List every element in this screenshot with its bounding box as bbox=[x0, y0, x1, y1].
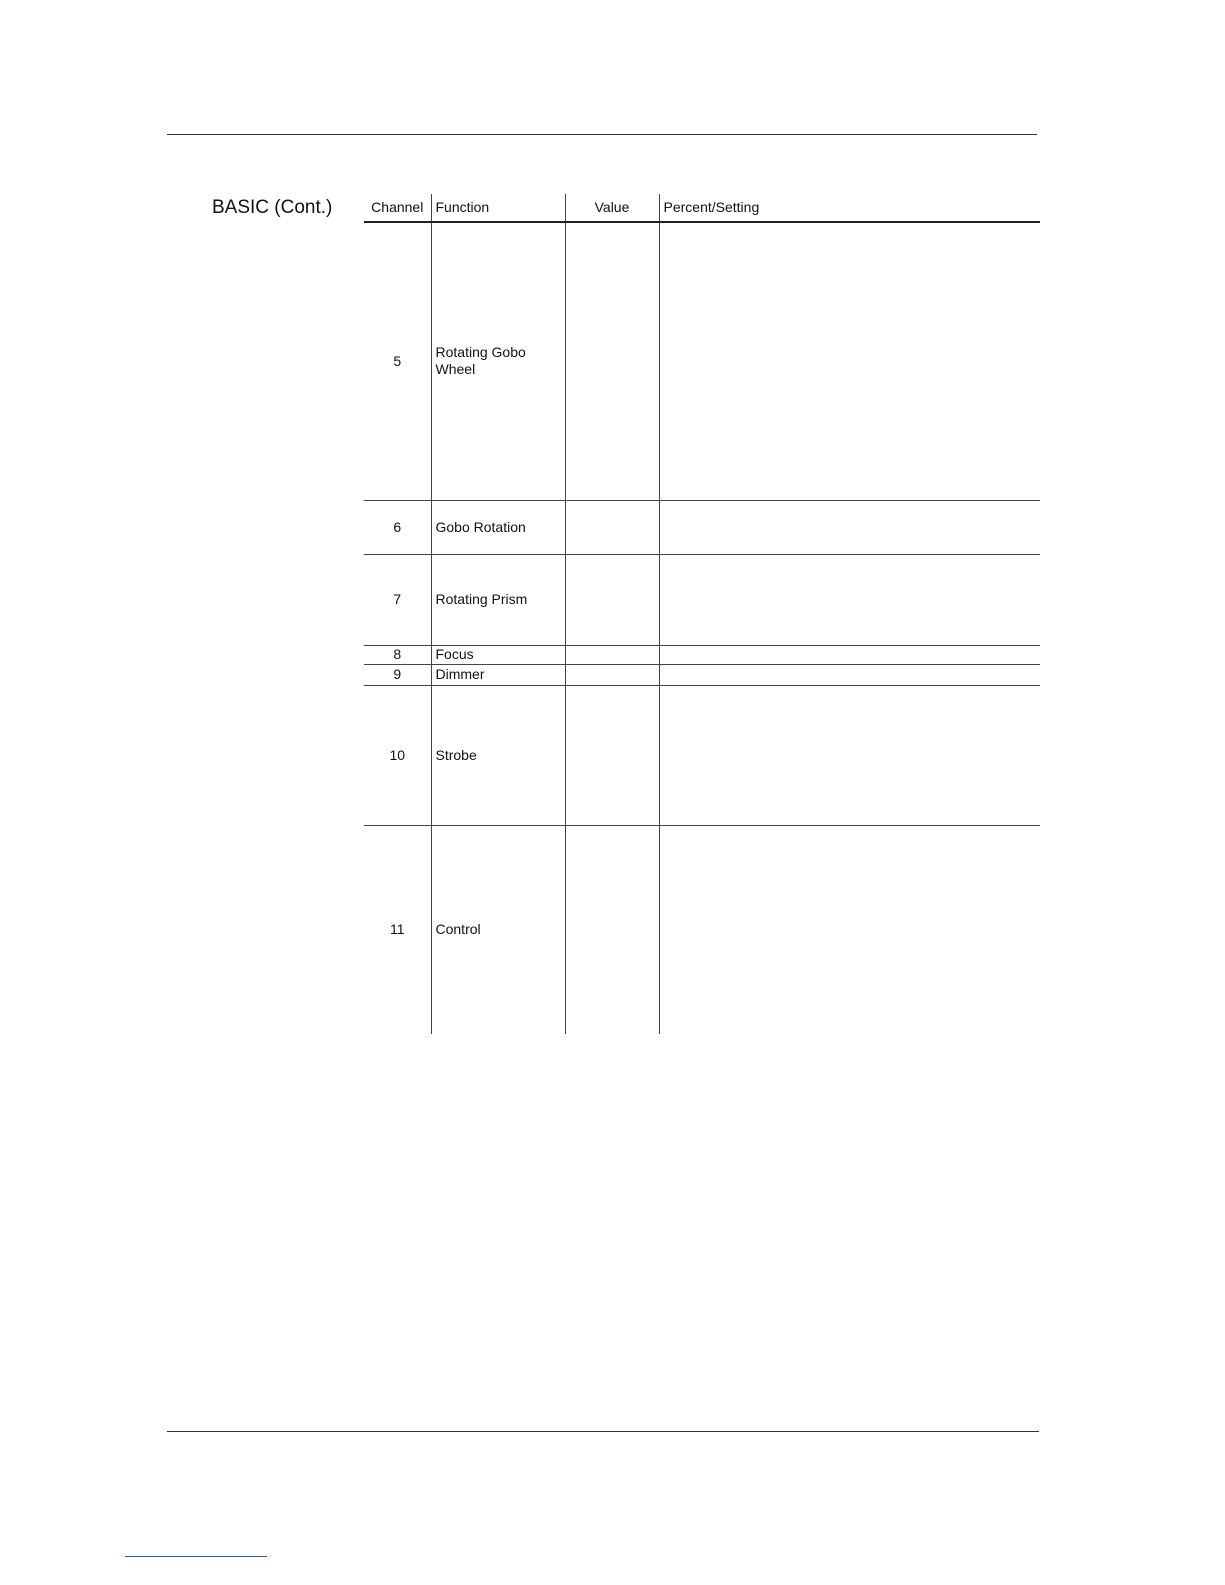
function-cell: Rotating Prism bbox=[431, 554, 565, 645]
header-percent-setting: Percent/Setting bbox=[659, 194, 1040, 222]
value-cell bbox=[565, 825, 659, 1034]
percent-setting-cell bbox=[659, 645, 1040, 664]
percent-setting-cell bbox=[659, 554, 1040, 645]
table-header-row bbox=[364, 194, 1040, 222]
footer-link-underline[interactable] bbox=[125, 1556, 267, 1557]
function-cell: Control bbox=[431, 825, 565, 1034]
value-cell bbox=[565, 664, 659, 685]
table-row bbox=[364, 222, 1040, 500]
table-row bbox=[364, 664, 1040, 685]
percent-setting-cell bbox=[659, 500, 1040, 554]
percent-setting-cell bbox=[659, 825, 1040, 1034]
channel-cell: 7 bbox=[364, 554, 431, 645]
footer-rule bbox=[167, 1431, 1039, 1432]
function-cell: Focus bbox=[431, 645, 565, 664]
header-rule bbox=[167, 134, 1037, 135]
percent-setting-cell bbox=[659, 664, 1040, 685]
channel-cell: 9 bbox=[364, 664, 431, 685]
value-cell bbox=[565, 685, 659, 825]
table-row bbox=[364, 825, 1040, 1034]
section-title: BASIC (Cont.) bbox=[212, 197, 333, 218]
header-channel: Channel bbox=[364, 194, 431, 222]
channel-cell: 6 bbox=[364, 500, 431, 554]
channel-cell: 10 bbox=[364, 685, 431, 825]
value-cell bbox=[565, 554, 659, 645]
function-cell: Dimmer bbox=[431, 664, 565, 685]
value-cell bbox=[565, 645, 659, 664]
header-function: Function bbox=[431, 194, 565, 222]
table-row bbox=[364, 645, 1040, 664]
percent-setting-cell bbox=[659, 685, 1040, 825]
table-row bbox=[364, 554, 1040, 645]
value-cell bbox=[565, 222, 659, 500]
table-row bbox=[364, 685, 1040, 825]
header-value: Value bbox=[565, 194, 659, 222]
channel-cell: 8 bbox=[364, 645, 431, 664]
value-cell bbox=[565, 500, 659, 554]
table-row bbox=[364, 500, 1040, 554]
channel-cell: 11 bbox=[389, 921, 405, 938]
function-cell: Rotating Gobo Wheel bbox=[431, 222, 565, 500]
percent-setting-cell bbox=[659, 222, 1040, 500]
dmx-channel-table bbox=[364, 194, 1040, 1034]
function-cell: Strobe bbox=[431, 685, 565, 825]
function-cell: Gobo Rotation bbox=[431, 500, 565, 554]
channel-cell: 5 bbox=[364, 222, 431, 500]
